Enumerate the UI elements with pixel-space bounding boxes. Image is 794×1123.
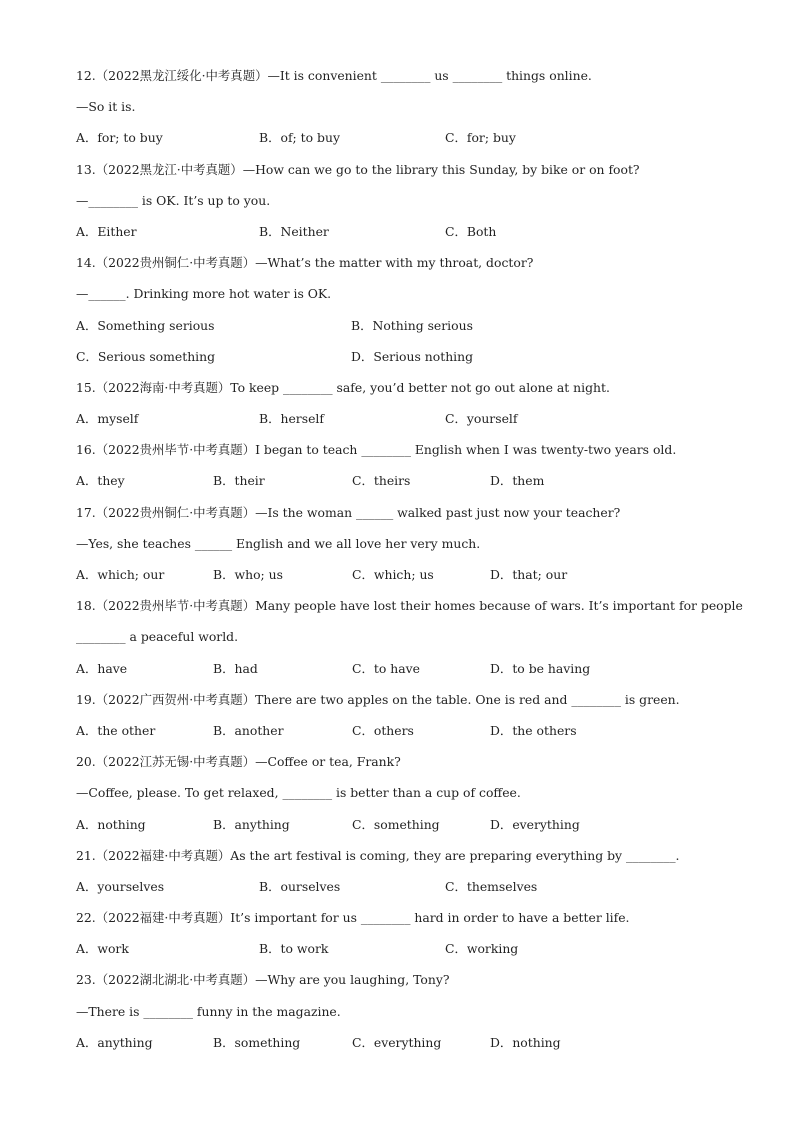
- question-item: [76, 840, 726, 902]
- answer-option[interactable]: A．they: [76, 473, 125, 489]
- answer-option[interactable]: A．for; to buy: [76, 130, 163, 146]
- answer-option[interactable]: A．which; our: [76, 567, 165, 582]
- answer-option[interactable]: D．everything: [490, 816, 580, 832]
- answer-option[interactable]: C．something: [352, 816, 440, 832]
- question-stem: 22.（2022福建·中考真题）It’s important for us ________ hard in order to have a better life.: [76, 910, 630, 926]
- question-item: [76, 154, 726, 248]
- question-item: [76, 247, 726, 372]
- question-item: [76, 684, 726, 746]
- answer-option[interactable]: D．to be having: [490, 660, 591, 676]
- question-item: [76, 746, 726, 840]
- answer-option[interactable]: B．Neither: [259, 223, 329, 239]
- answer-option[interactable]: C．themselves: [445, 878, 538, 894]
- option-row: [76, 122, 726, 153]
- question-stem: 20.（2022江苏无锡·中考真题）—Coffee or tea, Frank?: [76, 754, 401, 770]
- answer-option[interactable]: A．nothing: [76, 816, 146, 832]
- answer-option[interactable]: C．which; us: [352, 567, 434, 582]
- question-reply: —So it is.: [76, 99, 136, 115]
- answer-option[interactable]: C．working: [445, 941, 519, 957]
- question-reply: —Coffee, please. To get relaxed, ________ is better than a cup of coffee.: [76, 785, 521, 801]
- question-stem: 15.（2022海南·中考真题）To keep ________ safe, you’d better not go out alone at night.: [76, 379, 610, 395]
- answer-option[interactable]: A．yourselves: [76, 878, 165, 894]
- answer-option[interactable]: A．have: [76, 660, 128, 676]
- question-stem: 12.（2022黑龙江绥化·中考真题）—It is convenient ________ us ________ things online.: [76, 68, 592, 83]
- question-item: [76, 60, 726, 154]
- option-row: [76, 715, 726, 746]
- question-reply: —Yes, she teaches ______ English and we all love her very much.: [76, 535, 481, 551]
- answer-option[interactable]: C．everything: [352, 1034, 442, 1050]
- answer-option[interactable]: D．Serious nothing: [351, 348, 474, 364]
- question-reply: ________ a peaceful world.: [76, 629, 239, 645]
- answer-option[interactable]: B．of; to buy: [259, 130, 340, 146]
- option-row: [76, 403, 726, 434]
- question-stem: 16.（2022贵州毕节·中考真题）I began to teach ________ English when I was twenty-two years old.: [76, 442, 677, 458]
- question-item: [76, 902, 726, 964]
- option-row: [76, 559, 726, 590]
- answer-option[interactable]: A．Either: [76, 223, 137, 239]
- answer-option[interactable]: A．work: [76, 941, 129, 957]
- option-row: [76, 465, 726, 496]
- question-item: [76, 372, 726, 434]
- question-item: [76, 964, 726, 1058]
- answer-option[interactable]: C．Both: [445, 223, 497, 239]
- answer-option[interactable]: B．another: [213, 722, 284, 738]
- question-item: [76, 434, 726, 496]
- answer-option[interactable]: A．myself: [76, 411, 139, 427]
- answer-option[interactable]: A．anything: [76, 1034, 153, 1050]
- answer-option[interactable]: B．something: [213, 1034, 301, 1050]
- answer-option[interactable]: A．Something serious: [76, 317, 215, 333]
- answer-option[interactable]: D．the others: [490, 722, 577, 738]
- question-reply: —There is ________ funny in the magazine.: [76, 1003, 341, 1019]
- answer-option[interactable]: D．that; our: [490, 567, 568, 582]
- option-row: [76, 341, 726, 372]
- answer-option[interactable]: C．others: [352, 722, 414, 738]
- answer-option[interactable]: C．theirs: [352, 473, 411, 489]
- answer-option[interactable]: B．had: [213, 660, 258, 676]
- answer-option[interactable]: B．herself: [259, 411, 324, 427]
- answer-option[interactable]: C．to have: [352, 660, 420, 676]
- answer-option[interactable]: B．anything: [213, 816, 290, 832]
- question-stem: 14.（2022贵州铜仁·中考真题）—What’s the matter with my throat, doctor?: [76, 255, 534, 271]
- question-stem: 13.（2022黑龙江·中考真题）—How can we go to the library this Sunday, by bike or on foot?: [76, 161, 640, 177]
- answer-option[interactable]: C．Serious something: [76, 348, 216, 364]
- option-row: [76, 809, 726, 840]
- question-stem: 18.（2022贵州毕节·中考真题）Many people have lost their homes because of wars. It’s important for people: [76, 598, 743, 614]
- option-row: [76, 933, 726, 964]
- answer-option[interactable]: D．nothing: [490, 1034, 561, 1050]
- answer-option[interactable]: B．Nothing serious: [351, 317, 473, 333]
- answer-option[interactable]: B．their: [213, 473, 265, 489]
- option-row: [76, 653, 726, 684]
- option-row: [76, 310, 726, 341]
- answer-option[interactable]: D．them: [490, 473, 545, 489]
- option-row: [76, 871, 726, 902]
- question-stem: 17.（2022贵州铜仁·中考真题）—Is the woman ______ walked past just now your teacher?: [76, 504, 621, 520]
- worksheet-page: [76, 60, 743, 1058]
- answer-option[interactable]: C．yourself: [445, 411, 518, 427]
- question-reply: —______. Drinking more hot water is OK.: [76, 286, 332, 302]
- question-stem: 21.（2022福建·中考真题）As the art festival is coming, they are preparing everything by ________.: [76, 847, 680, 863]
- option-row: [76, 1027, 726, 1058]
- question-stem: 23.（2022湖北湖北·中考真题）—Why are you laughing, Tony?: [76, 972, 450, 988]
- question-stem: 19.（2022广西贺州·中考真题）There are two apples on the table. One is red and ________ is green.: [76, 691, 680, 707]
- question-reply: —________ is OK. It’s up to you.: [76, 192, 271, 208]
- answer-option[interactable]: B．ourselves: [259, 878, 341, 894]
- option-row: [76, 216, 726, 247]
- answer-option[interactable]: C．for; buy: [445, 130, 516, 146]
- answer-option[interactable]: B．who; us: [213, 567, 283, 582]
- answer-option[interactable]: B．to work: [259, 941, 329, 957]
- question-item: [76, 497, 726, 591]
- answer-option[interactable]: A．the other: [76, 722, 156, 738]
- question-item: [76, 590, 743, 684]
